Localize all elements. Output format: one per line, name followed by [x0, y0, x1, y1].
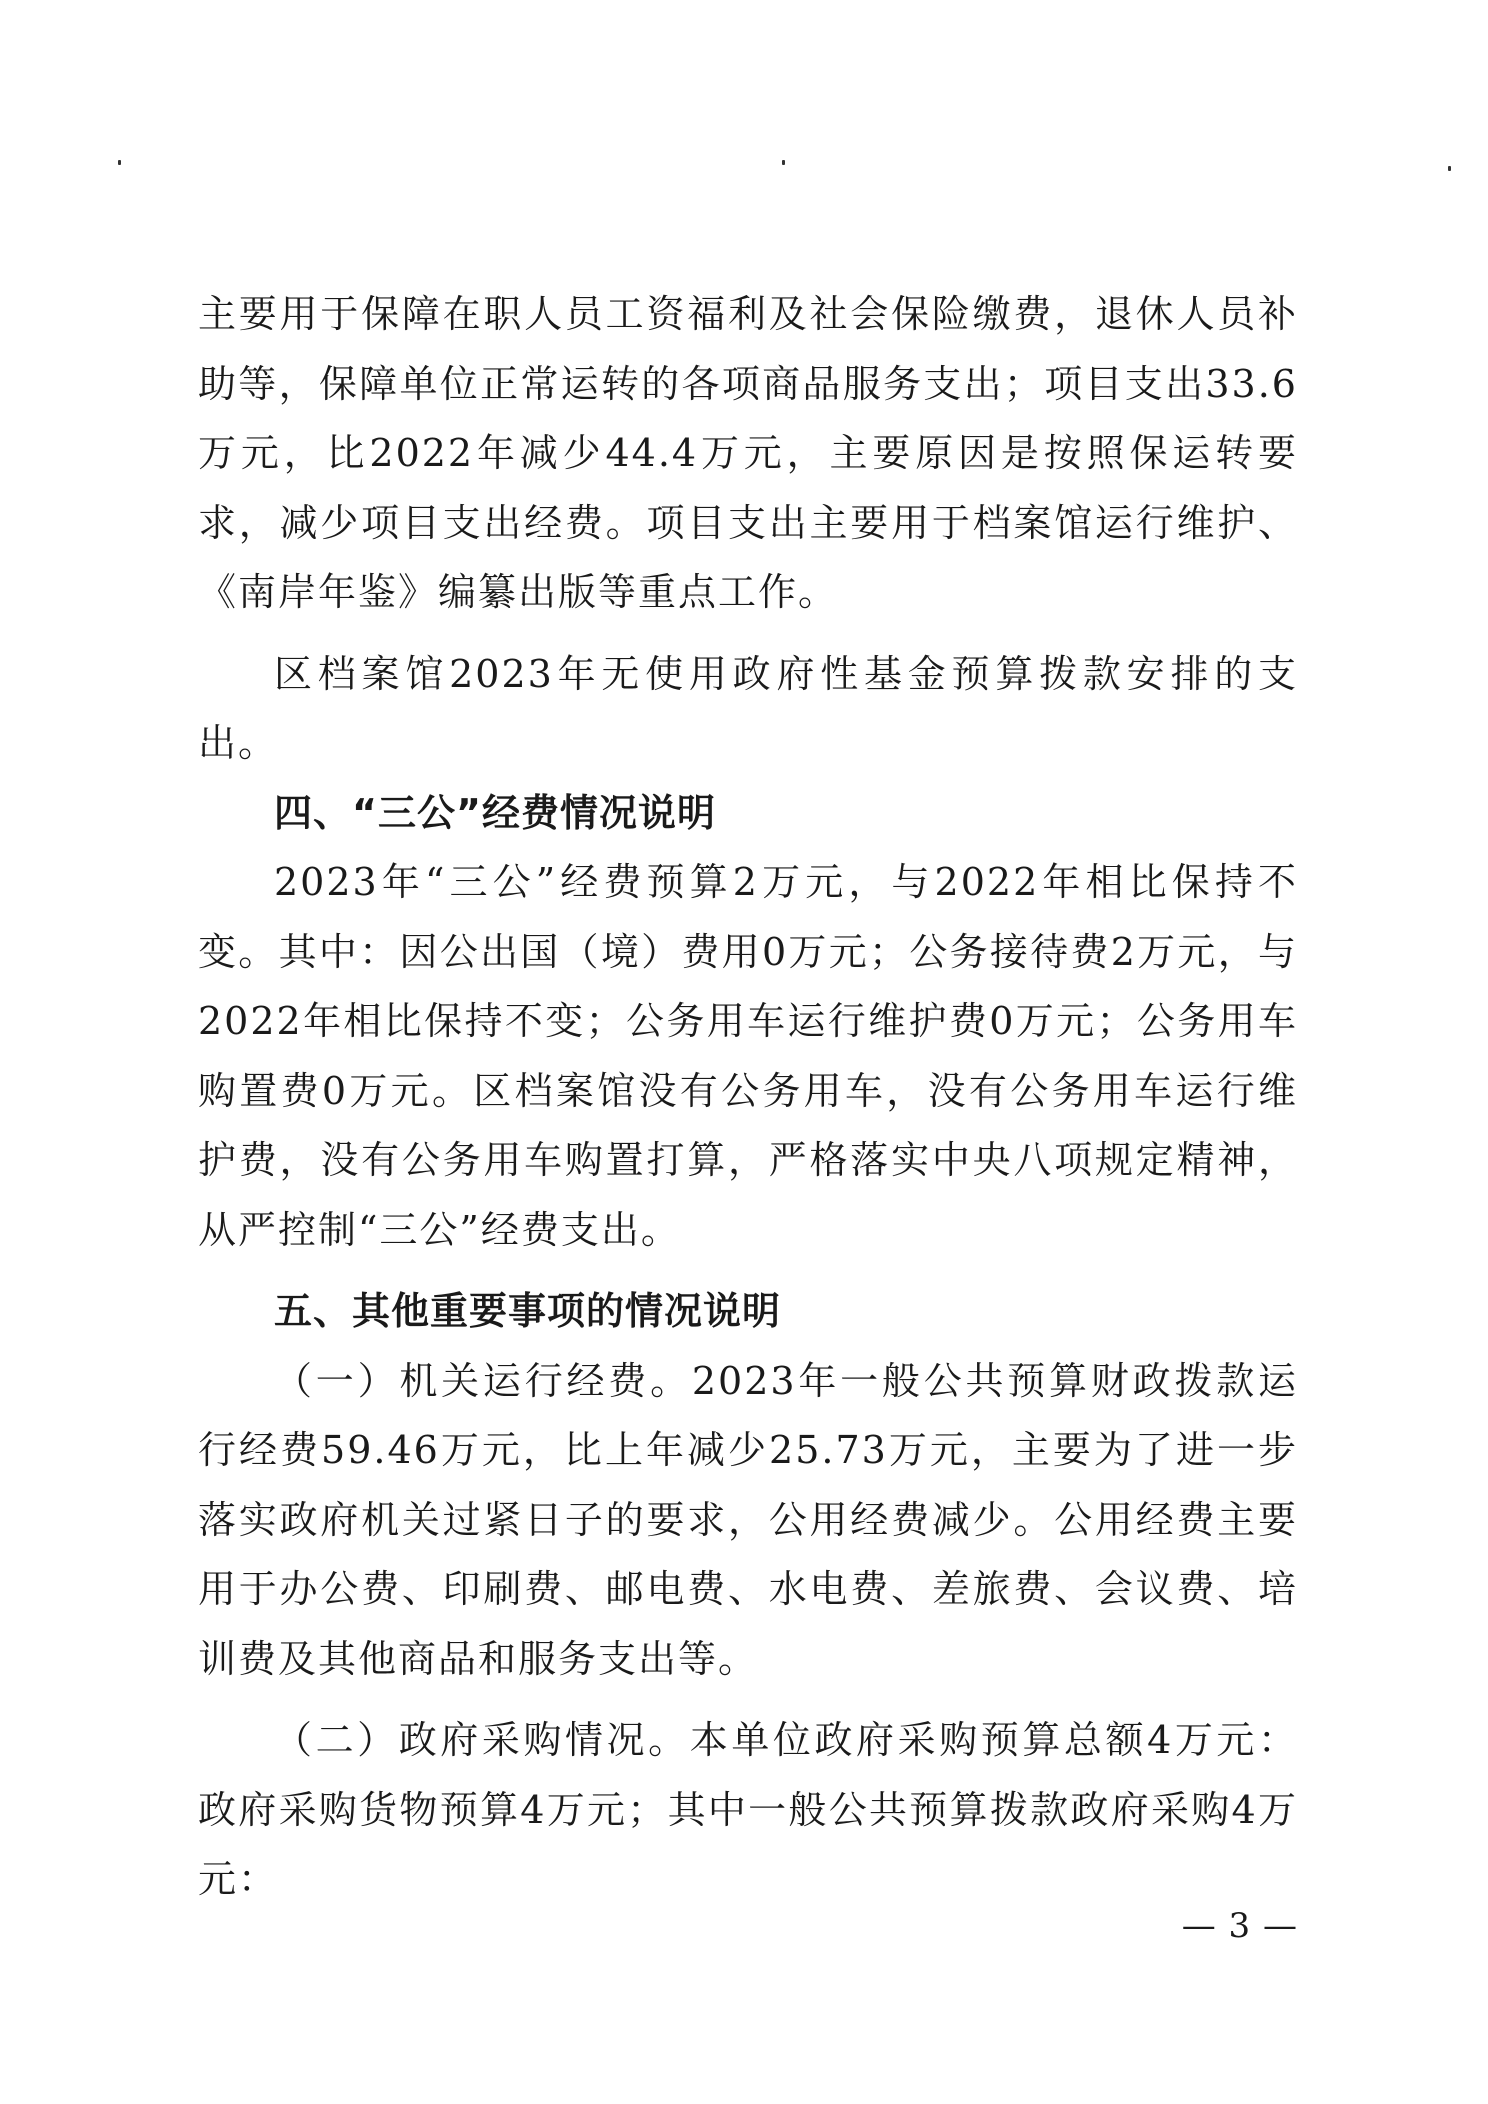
paragraph-government-procurement: （二）政府采购情况。本单位政府采购预算总额4万元：政府采购货物预算4万元；其中一般公共预算拨款政府采购4万元：	[198, 1718, 1298, 1901]
paragraph-three-public-expenses: 2023年“三公”经费预算2万元，与2022年相比保持不变。其中：因公出国（境）费用0万元；公务接待费2万元，与2022年相比保持不变；公务用车运行维护费0万元；公务用车购置费0万元。区档案馆没有公务用车，没有公务用车运行维护费，没有公务用车购置打算，严格落实中央八项规定精神，从严控制“三公”经费支出。	[198, 860, 1298, 1252]
document-body	[198, 280, 1298, 1915]
scan-speck	[118, 160, 121, 165]
section-heading-other-matters: 五、其他重要事项的情况说明	[274, 1289, 782, 1333]
page-number: — 3 —	[1181, 1906, 1298, 1946]
paragraph-personnel-and-project-expenses: 主要用于保障在职人员工资福利及社会保险缴费，退休人员补助等，保障单位正常运转的各项商品服务支出；项目支出33.6万元，比2022年减少44.4万元，主要原因是按照保运转要求，减少项目支出经费。项目支出主要用于档案馆运行维护、《南岸年鉴》编纂出版等重点工作。	[198, 292, 1298, 614]
paragraph-operating-expenses: （一）机关运行经费。2023年一般公共预算财政拨款运行经费59.46万元，比上年减少25.73万元，主要为了进一步落实政府机关过紧日子的要求，公用经费减少。公用经费主要用于办公费、印刷费、邮电费、水电费、差旅费、会议费、培训费及其他商品和服务支出等。	[198, 1358, 1298, 1681]
paragraph-government-fund: 区档案馆2023年无使用政府性基金预算拨款安排的支出。	[198, 651, 1298, 765]
scan-speck	[1448, 166, 1451, 171]
scan-speck	[782, 160, 785, 165]
section-heading-three-public: 四、“三公”经费情况说明	[274, 790, 716, 835]
